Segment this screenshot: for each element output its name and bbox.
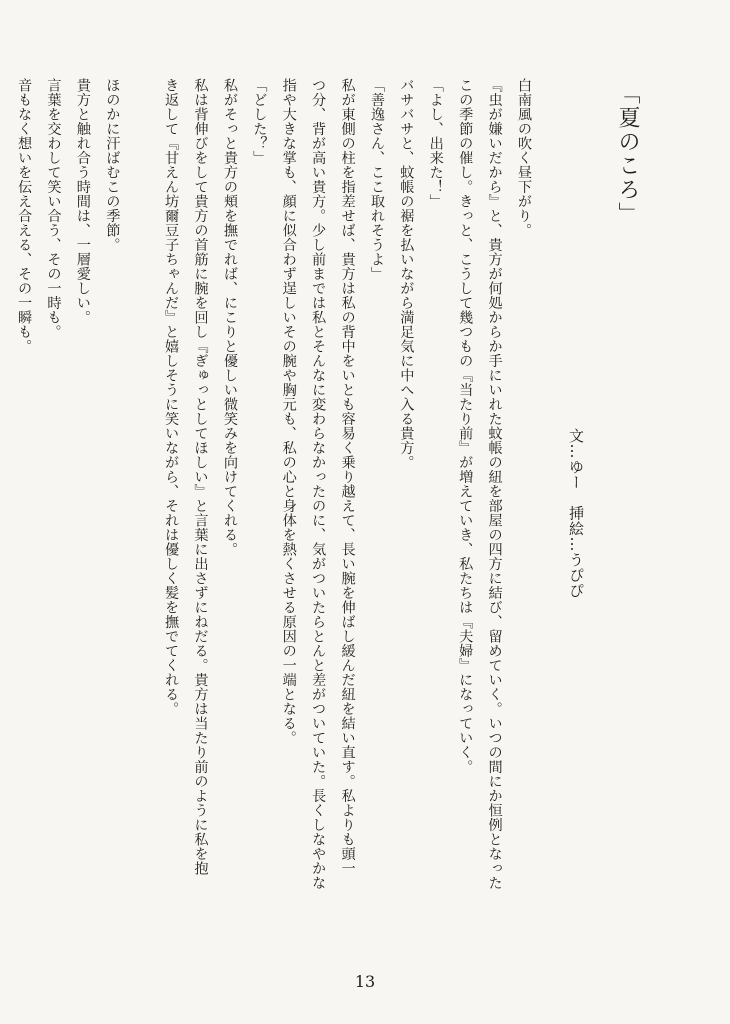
author-credit: 文…ゆー 挿絵…うぴぴ <box>567 428 585 599</box>
text-line: 白南風の吹く昼下がり。 <box>516 78 532 238</box>
page-number: 13 <box>354 972 376 991</box>
text-line: 私が東側の柱を指差せば、貴方は私の背中をいとも容易く乗り越えて、長い腕を伸ばし緩んだ紐を結い直す。私よりも頭一 <box>339 78 356 876</box>
text-line: 「よし、出来た！」 <box>427 78 444 209</box>
story-title: 「夏のころ」 <box>615 82 640 226</box>
text-line: バサバサと、蚊帳の裾を払いながら満足気に中へ入る貴方。 <box>398 78 415 470</box>
text-line: 言葉を交わして笑い合う、その一時も。 <box>45 78 62 339</box>
text-line: ほのかに汗ばむこの季節。 <box>104 78 121 252</box>
text-line: 「善逸さん、ここ取れそうよ」 <box>368 78 385 281</box>
text-line: この季節の催し。きっと、こうして幾つもの『当たり前』が増えていき、私たちは『夫婦』になっていく。 <box>457 78 474 774</box>
text-line: き返して『甘えん坊爾豆子ちゃんだ』と嬉しそうに笑いながら、それは優しく髪を撫でてくれる。 <box>163 78 180 716</box>
text-line: 貴方と触れ合う時間は、一層愛しい。 <box>74 78 91 325</box>
text-line: 指や大きな掌も、顔に似合わず逞しいその腕や胸元も、私の心と身体を熱くさせる原因の一端となる。 <box>280 78 297 745</box>
text-line: 私がそっと貴方の頬を撫でれば、にこりと優しい微笑みを向けてくれる。 <box>221 78 238 557</box>
paragraph-gap <box>126 78 155 958</box>
text-line: 音もなく想いを伝え合える、その一瞬も。 <box>16 78 33 354</box>
text-line: つ分、背が高い貴方。少し前までは私とそんなに変わらなかったのに、気がついたらとんと差がついていた。長くしなやかな <box>310 78 327 890</box>
story-body <box>16 78 538 958</box>
text-line: 私は背伸びをして貴方の首筋に腕を回し『ぎゅっとしてほしい』と言葉に出さずにねだる。貴方は当たり前のように私を抱 <box>192 78 209 876</box>
text-line: 『虫が嫌いだから』と、貴方が何処からか手にいれた蚊帳の紐を部屋の四方に結び、留めていく。いつの間にか恒例となった <box>486 78 503 890</box>
text-line: 「どした？」 <box>251 78 268 165</box>
